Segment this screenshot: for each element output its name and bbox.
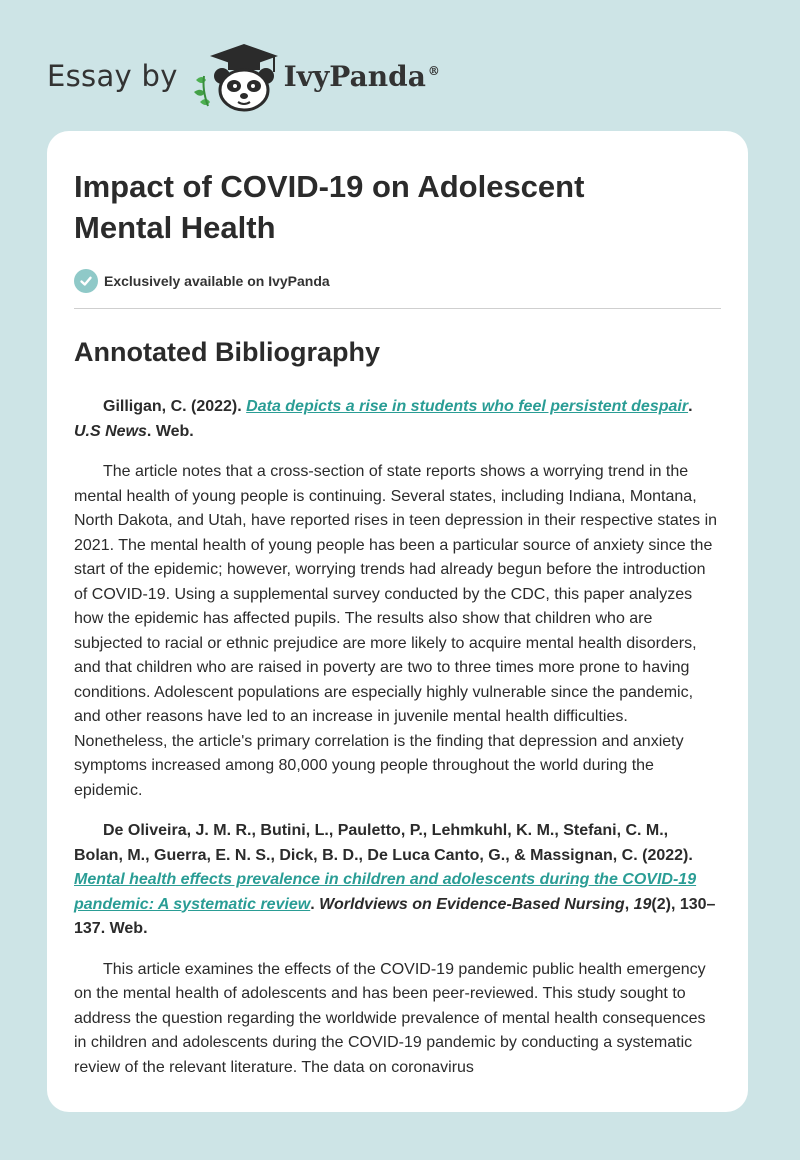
panda-logo-icon[interactable] [188,40,280,112]
citation-2-tail: (2), 130–137. Web. [74,895,716,937]
essay-card [47,131,748,1112]
citation-2 [74,819,721,942]
trademark-symbol: ® [427,64,440,79]
citation-2-journal: Worldviews on Evidence-Based Nursing [319,895,625,913]
annotation-paragraph-2: This article examines the effects of the COVID-19 pandemic public health emergency on the mental health of adolescents and has been peer-reviewed. This study sought to address the question regarding the worldwide prevalence of mental health consequences in children and adolescents during the COVID-19 pandemic by conducting a systematic review of the relevant literature. The data on coronavirus [74,960,706,1076]
citation-1-sep: . [688,398,693,415]
ivypanda-brand[interactable] [284,60,440,93]
annotation-paragraph-1: The article notes that a cross-section of state reports shows a worrying trend in the mental health of young people is continuing. Several states, including Indiana, Montana, North Dakota, and Utah, have reported rises in teen depression in their respective states in 2021. The mental health of young people has been a particular source of anxiety since the start of the epidemic; however, worrying trends had already begun before the introduction of COVID-19. Using a supplemental survey conducted by the CDC, this paper analyzes how the epidemic has affected pupils. The results also show that children who are subjected to racial or ethnic prejudice are more likely to acquire mental health disorders, and that children who are raised in poverty are two to three times more prone to having conditions. Adolescent populations are especially highly vulnerable since the pandemic, and other reasons have led to an increase in juvenile mental health difficulties. Nonetheless, the article's primary correlation is the finding that depression and anxiety symptoms increased among 80,000 young people throughout the world during the epidemic. [74,463,718,799]
exclusive-badge [74,269,721,293]
citation-1-link[interactable]: Data depicts a rise in students who feel persistent despair [246,398,689,415]
divider [74,308,721,309]
essay-by-label: Essay by [47,59,178,93]
check-circle-icon [74,269,98,293]
citation-1 [74,395,721,444]
section-heading: Annotated Bibliography [74,337,380,367]
exclusive-label: Exclusively available on IvyPanda [104,273,330,289]
citation-2-comma: , [624,895,634,913]
citation-2-link[interactable]: Mental health effects prevalence in children and adolescents during the COVID-19 pandemic: A systematic review [74,871,697,913]
site-header [47,36,440,116]
citation-1-tail: . Web. [146,422,194,440]
brand-name: IvyPanda [283,59,426,93]
citation-2-volume: 19 [633,895,652,913]
citation-1-authors: Gilligan, C. (2022). [103,398,247,415]
citation-2-sep: . [310,895,320,913]
page-title: Impact of COVID-19 on Adolescent Mental Health [74,169,585,245]
citation-1-journal: U.S News [74,422,147,440]
citation-2-authors: De Oliveira, J. M. R., Butini, L., Pauletto, P., Lehmkuhl, K. M., Stefani, C. M., Bolan, M., Guerra, E. N. S., Dick, B. D., De Luca Canto, G., & Massignan, C. (2022). [74,822,693,864]
